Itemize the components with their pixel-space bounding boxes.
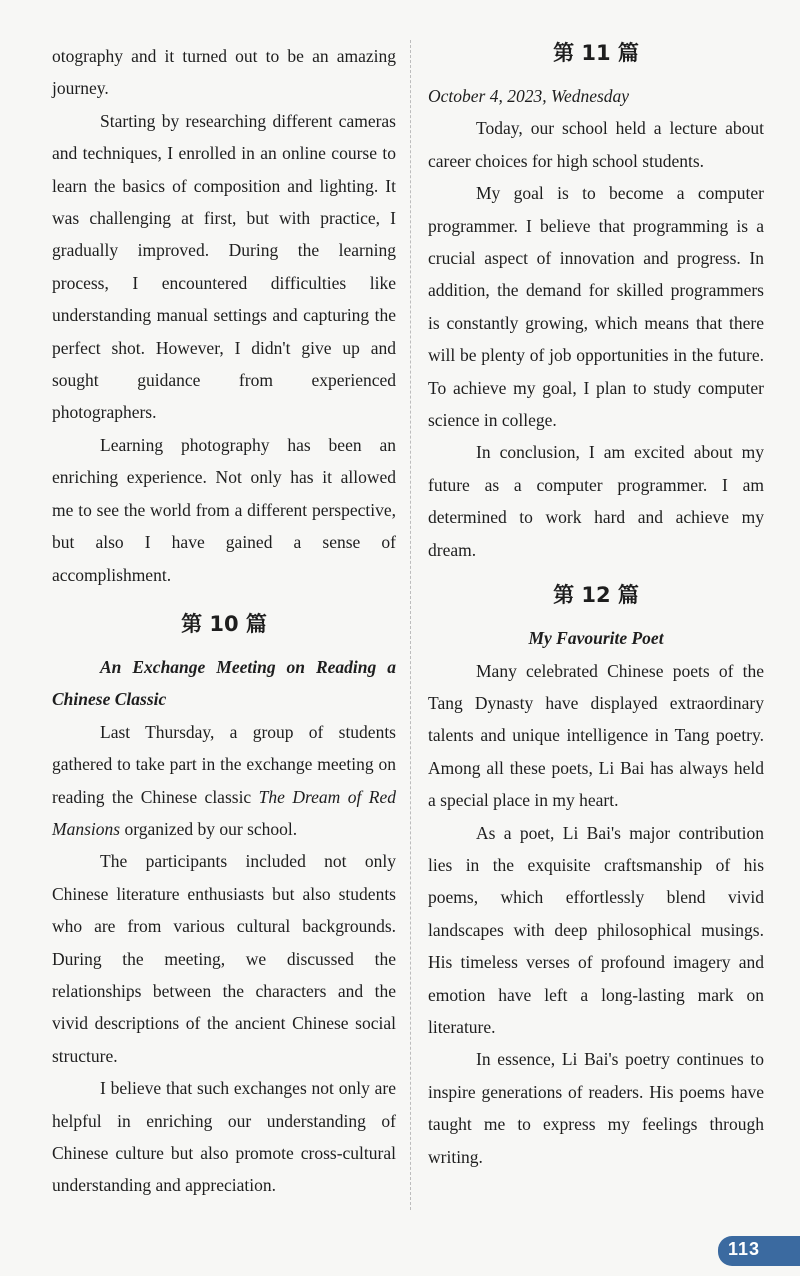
section-heading-10: 第 10 篇 [181,611,267,636]
right-column [428,38,764,1173]
text-run: organized by our school. [120,818,298,839]
paragraph: I believe that such exchanges not only are helpful in enriching our understanding of Chinese culture but also promote cross-cultural understanding and appreciation. [52,1078,396,1196]
paragraph: In conclusion, I am excited about my future as a computer programmer. I am determined to work hard and achieve my dream. [428,442,764,560]
paragraph: The participants included not only Chinese literature enthusiasts but also students who are from various cultural backgrounds. During the meeting, we discussed the relationships between the characters and the vivid descriptions of the ancient Chinese social structure. [52,851,396,1066]
paragraph: In essence, Li Bai's poetry continues to inspire generations of readers. His poems have taught me to express my feelings through writing. [428,1049,764,1167]
paragraph: Starting by researching different cameras and techniques, I enrolled in an online course to learn the basics of composition and lighting. It was challenging at first, but with practice, I gradually improved. During the learning process, I encountered difficulties like understanding manual settings and capturing the perfect shot. However, I didn't give up and sought guidance from experienced photographers. [52,110,396,423]
section-heading-11: 第 11 篇 [553,41,639,65]
text-run: Last Thursday, a group of students gathered to take part in the exchange meeting on reading the Chinese classic [52,721,396,807]
section-heading-12: 第 12 篇 [553,583,639,608]
essay-title-line-1: An Exchange Meeting on Reading a [100,656,396,677]
paragraph: As a poet, Li Bai's major contribution lies in the exquisite craftsmanship of his poems, which effortlessly blend vivid landscapes with deep philosophical musings. His timeless verses of profound imagery and emotion have left a long-lasting mark on literature. [428,822,764,1037]
essay-title: My Favourite Poet [528,628,664,649]
left-column [52,40,396,1202]
column-divider [410,40,411,1210]
paragraph-continued: otography and it turned out to be an amazing journey. [52,46,396,99]
essay-title-line-2: Chinese Classic [52,689,167,710]
paragraph: Today, our school held a lecture about career choices for high school students. [428,118,764,171]
paragraph: My goal is to become a computer programmer. I believe that programming is a crucial aspect of innovation and progress. In addition, the demand for skilled programmers is constantly growing, which means that there will be plenty of job opportunities in the future. To achieve my goal, I plan to study computer science in college. [428,183,764,431]
page-number: 113 [728,1239,761,1259]
paragraph: Learning photography has been an enriching experience. Not only has it allowed me to see the world from a different perspective, but also I have gained a sense of accomplishment. [52,434,396,585]
book-title: The Dream of Red Mansions [52,786,396,839]
paragraph [52,716,396,846]
paragraph: Many celebrated Chinese poets of the Tang Dynasty have displayed extraordinary talents and unique intelligence in Tang poetry. Among all these poets, Li Bai has always held a special place in my heart. [428,660,764,811]
entry-date: October 4, 2023, Wednesday [428,86,630,106]
